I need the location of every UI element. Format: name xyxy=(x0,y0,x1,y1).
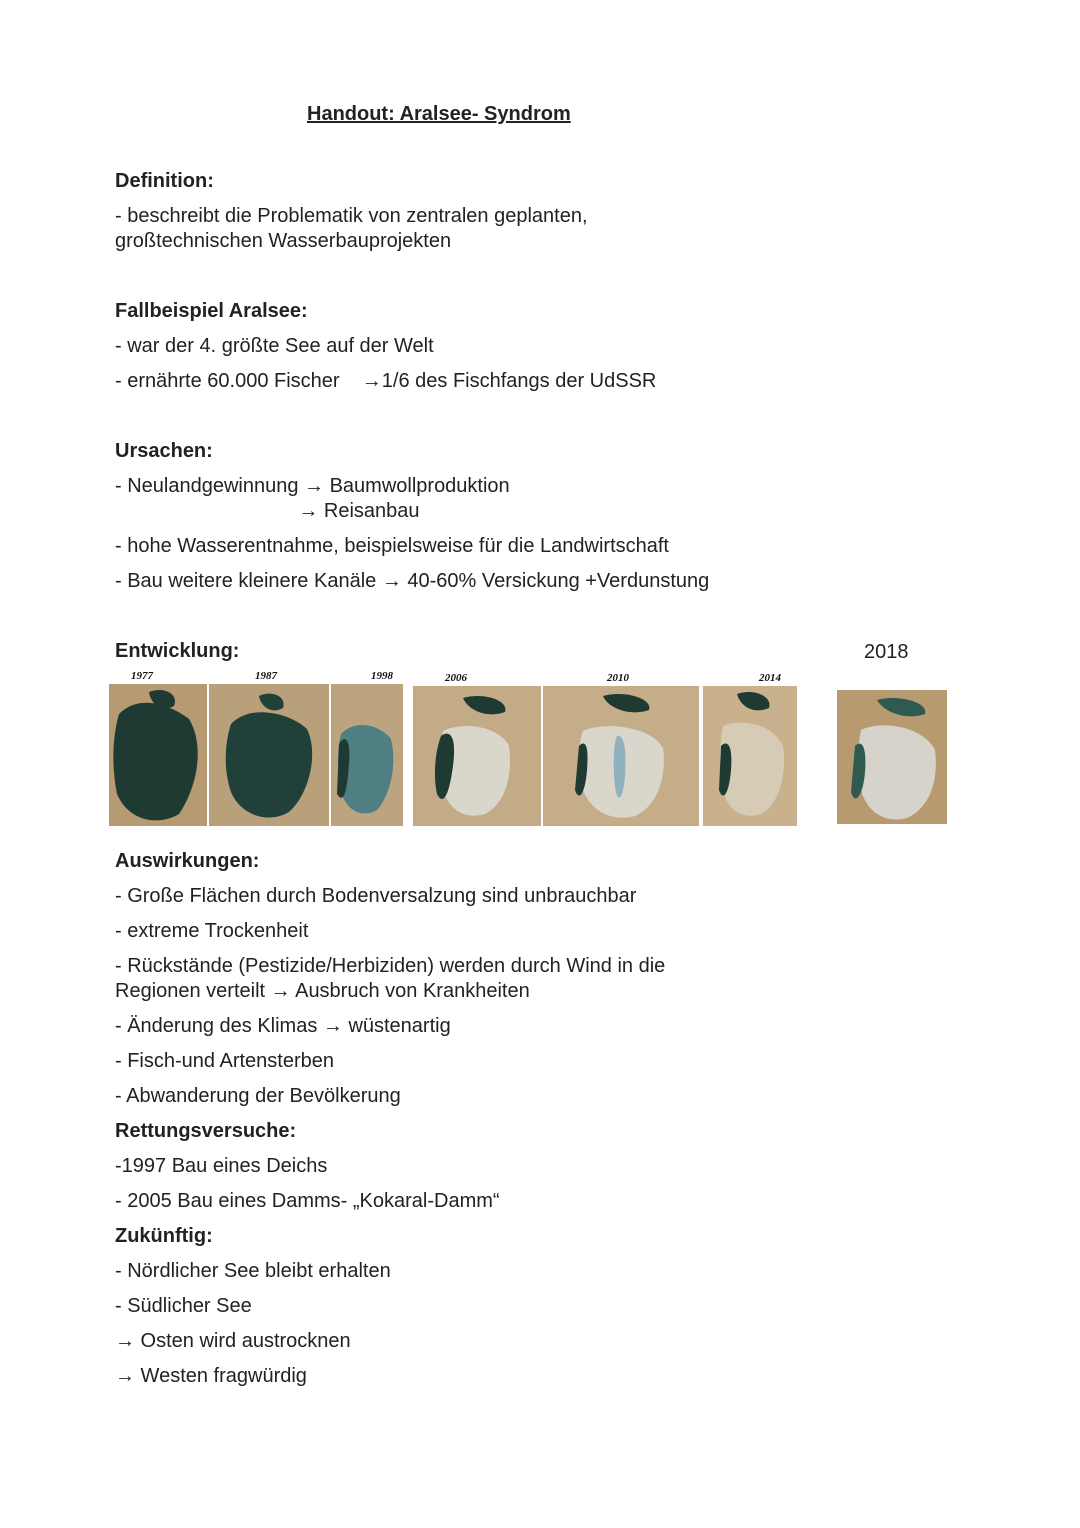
list-item: - Südlicher See xyxy=(115,1295,252,1317)
definition-line: großtechnischen Wasserbauprojekten xyxy=(115,230,452,252)
case-heading: Fallbeispiel Aralsee: xyxy=(115,300,308,322)
rescue-heading: Rettungsversuche: xyxy=(115,1120,297,1142)
satellite-image xyxy=(413,686,541,826)
list-item: → Reisanbau xyxy=(115,500,420,522)
list-item: - Neulandgewinnung → Baumwollproduktion xyxy=(115,475,510,497)
satellite-image xyxy=(209,684,329,826)
satellite-image xyxy=(331,684,403,826)
list-item: - Änderung des Klimas → wüstenartig xyxy=(115,1015,451,1037)
development-heading: Entwicklung: xyxy=(115,640,240,662)
satellite-image xyxy=(837,690,947,824)
list-item: - war der 4. größte See auf der Welt xyxy=(115,335,434,357)
definition-line: - beschreibt die Problematik von zentralen geplanten, xyxy=(115,205,588,227)
list-item: - 2005 Bau eines Damms- „Kokaral-Damm“ xyxy=(115,1190,500,1212)
image-year-label: 2014 xyxy=(759,672,781,684)
list-item: Regionen verteilt → Ausbruch von Krankheiten xyxy=(115,980,530,1002)
effects-heading: Auswirkungen: xyxy=(115,850,260,872)
list-item: - Rückstände (Pestizide/Herbiziden) werden durch Wind in die xyxy=(115,955,666,977)
list-item: → Osten wird austrocknen xyxy=(115,1330,351,1352)
definition-heading: Definition: xyxy=(115,170,214,192)
list-item: - Große Flächen durch Bodenversalzung sind unbrauchbar xyxy=(115,885,637,907)
image-year-label: 1977 xyxy=(131,670,153,682)
year-2018-label: 2018 xyxy=(864,641,909,663)
list-item: -1997 Bau eines Deichs xyxy=(115,1155,328,1177)
future-heading: Zukünftig: xyxy=(115,1225,213,1247)
image-year-label: 1998 xyxy=(371,670,393,682)
list-item: - Fisch-und Artensterben xyxy=(115,1050,334,1072)
list-item: - Nördlicher See bleibt erhalten xyxy=(115,1260,391,1282)
list-item: - ernährte 60.000 Fischer →1/6 des Fischfangs der UdSSR xyxy=(115,370,657,392)
list-item: - extreme Trockenheit xyxy=(115,920,309,942)
list-item: → Westen fragwürdig xyxy=(115,1365,307,1387)
satellite-image xyxy=(109,684,207,826)
satellite-image xyxy=(703,686,797,826)
list-item: - Bau weitere kleinere Kanäle → 40-60% Versickung +Verdunstung xyxy=(115,570,710,592)
page-title: Handout: Aralsee- Syndrom xyxy=(307,103,571,125)
list-item: - hohe Wasserentnahme, beispielsweise für die Landwirtschaft xyxy=(115,535,669,557)
image-year-label: 2010 xyxy=(607,672,629,684)
list-item: - Abwanderung der Bevölkerung xyxy=(115,1085,401,1107)
causes-heading: Ursachen: xyxy=(115,440,213,462)
image-year-label: 1987 xyxy=(255,670,277,682)
satellite-image xyxy=(543,686,699,826)
image-year-label: 2006 xyxy=(445,672,467,684)
